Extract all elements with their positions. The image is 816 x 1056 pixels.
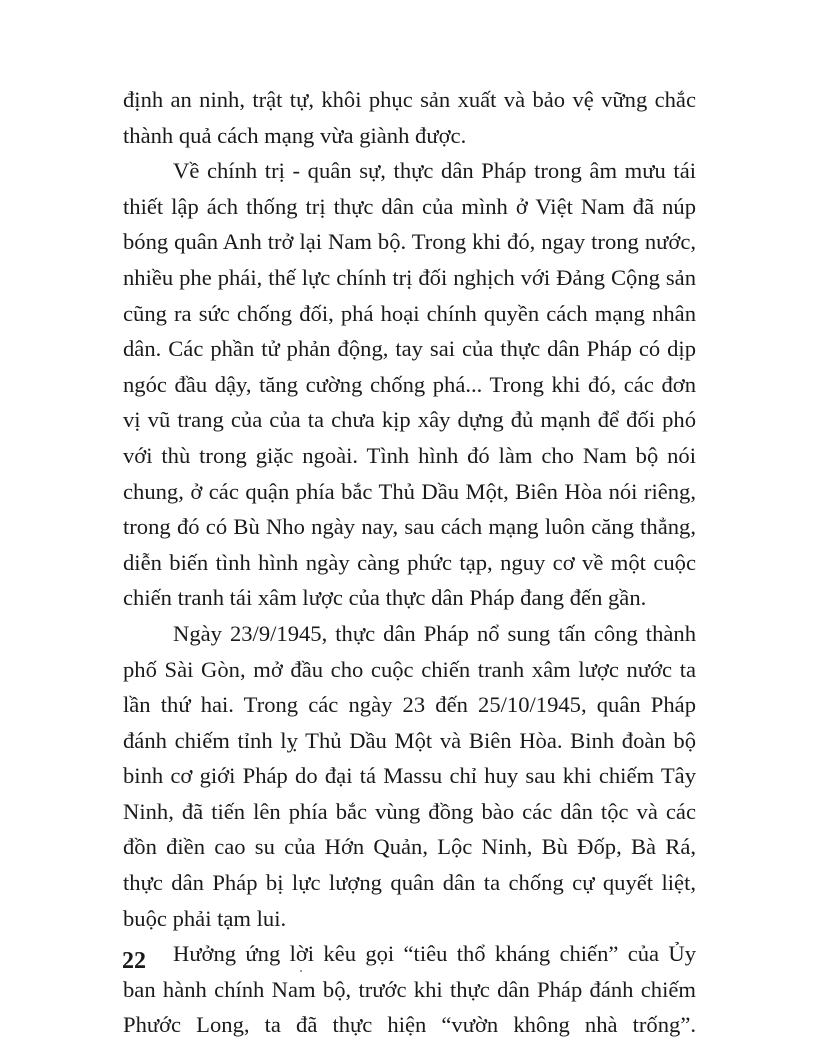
paragraph-4: Hưởng ứng lời kêu gọi “tiêu thổ kháng chiến” của Ủy ban hành chính Nam bộ, trước khi thực dân Pháp đánh chiếm Phước Long, ta đã thực hiện “vườn không nhà trống”. (123, 941, 696, 1038)
page-body (123, 82, 696, 1043)
paragraph-1: định an ninh, trật tự, khôi phục sản xuất và bảo vệ vững chắc thành quả cách mạng vừa giành được. (123, 87, 696, 148)
paragraph-2: Về chính trị - quân sự, thực dân Pháp trong âm mưu tái thiết lập ách thống trị thực dân của mình ở Việt Nam đã núp bóng quân Anh trở lại Nam bộ. Trong khi đó, ngay trong nước, nhiều phe phái, thế lực chính trị đối nghịch với Đảng Cộng sản cũng ra sức chống đối, phá hoại chính quyền cách mạng nhân dân. Các phần tử phản động, tay sai của thực dân Pháp có dịp ngóc đầu dậy, tăng cường chống phá... Trong khi đó, các đơn vị vũ trang của của ta chưa kịp xây dựng đủ mạnh để đối phó với thù trong giặc ngoài. Tình hình đó làm cho Nam bộ nói chung, ở các quận phía bắc Thủ Dầu Một, Biên Hòa nói riêng, trong đó có Bù Nho ngày nay, sau cách mạng luôn căng thẳng, diễn biến tình hình ngày càng phức tạp, nguy cơ về một cuộc chiến tranh tái xâm lược của thực dân Pháp đang đến gần. (123, 158, 696, 611)
scan-speck (300, 970, 302, 972)
page-number: 22 (122, 948, 146, 974)
paragraph-3: Ngày 23/9/1945, thực dân Pháp nổ sung tấn công thành phố Sài Gòn, mở đầu cho cuộc chiến tranh xâm lược nước ta lần thứ hai. Trong các ngày 23 đến 25/10/1945, quân Pháp đánh chiếm tỉnh lỵ Thủ Dầu Một và Biên Hòa. Binh đoàn bộ binh cơ giới Pháp do đại tá Massu chỉ huy sau khi chiếm Tây Ninh, đã tiến lên phía bắc vùng đồng bào các dân tộc và các đồn điền cao su của Hớn Quản, Lộc Ninh, Bù Đốp, Bà Rá, thực dân Pháp bị lực lượng quân dân ta chống cự quyết liệt, buộc phải tạm lui. (123, 620, 696, 931)
